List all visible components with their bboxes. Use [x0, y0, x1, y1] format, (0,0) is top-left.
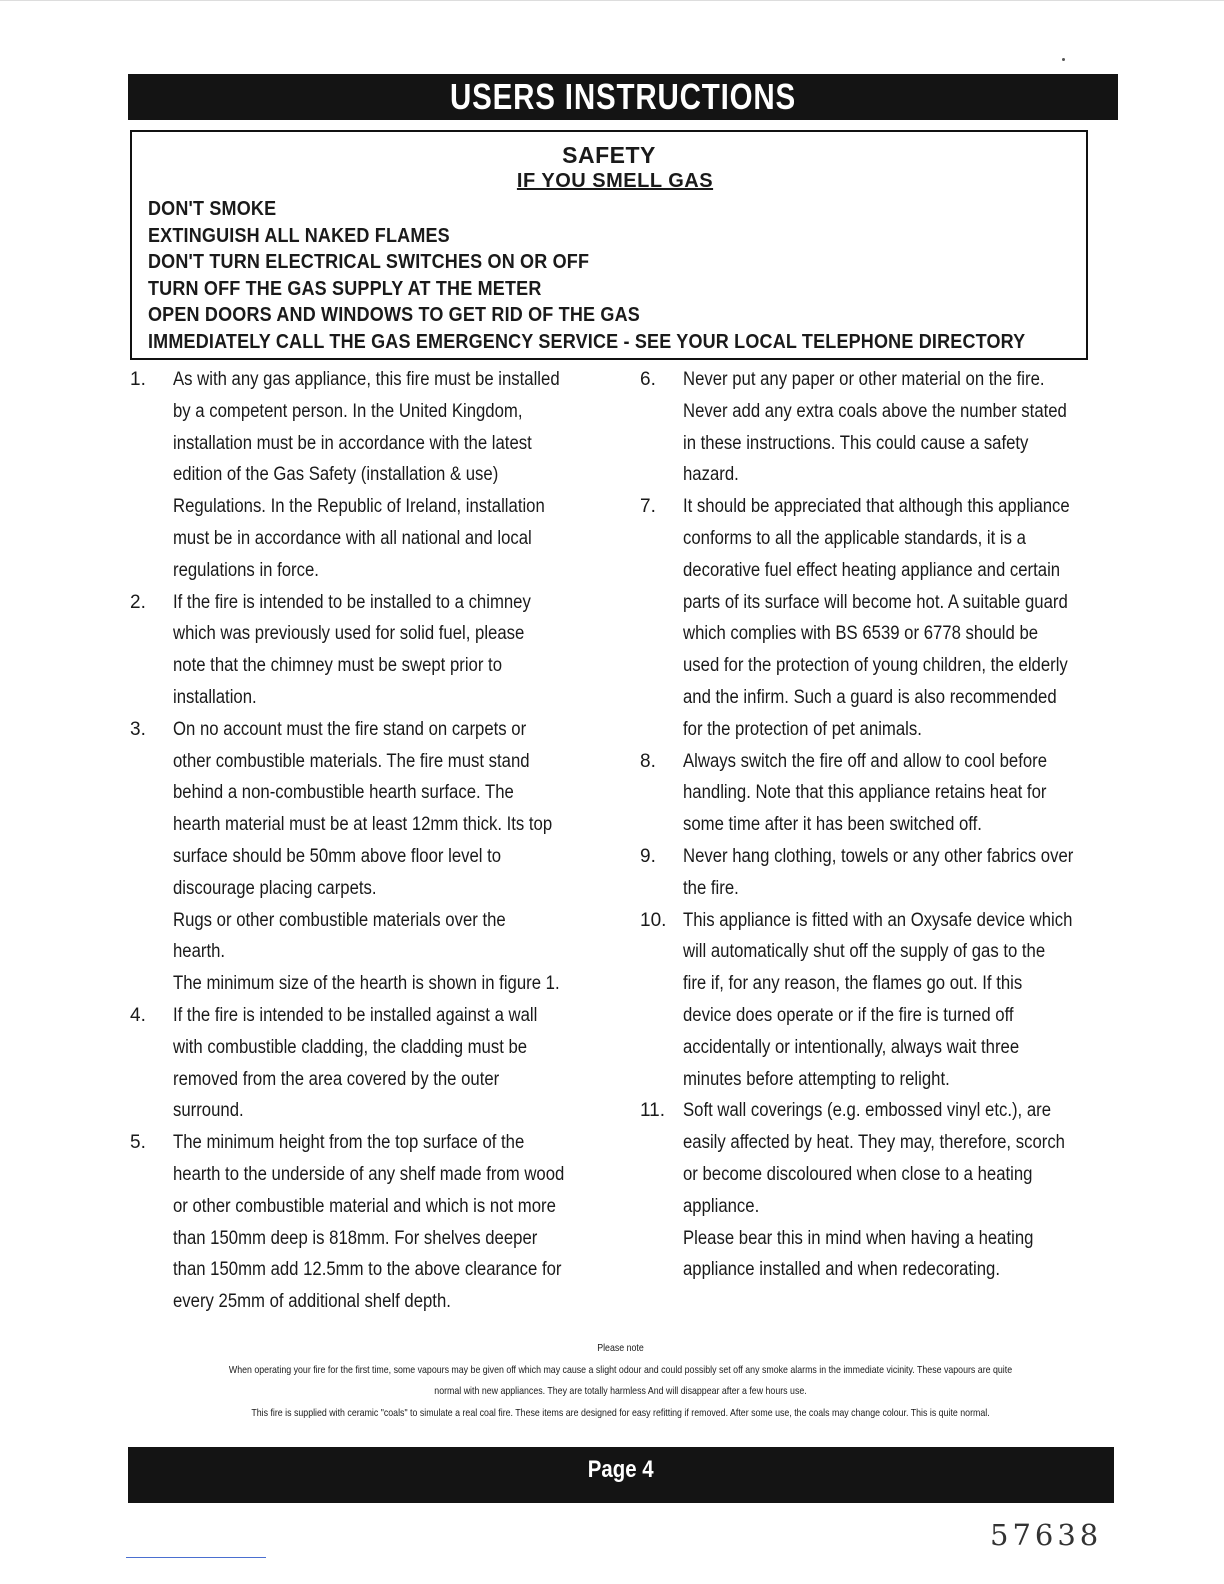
instruction-line: will automatically shut off the supply of gas to the: [683, 941, 1046, 963]
safety-line: DON'T SMOKE: [148, 198, 277, 220]
instruction-line: than 150mm add 12.5mm to the above clearance for: [173, 1259, 562, 1281]
instruction-item: [640, 491, 1120, 745]
instruction-line: behind a non-combustible hearth surface. The: [173, 782, 514, 804]
note-line: normal with new appliances. They are totally harmless And will disappear after a few hours use.: [434, 1385, 807, 1397]
instruction-line: hearth.: [173, 941, 226, 963]
right-column: [640, 364, 1120, 1286]
please-note: [118, 1338, 1123, 1424]
instruction-item: [640, 746, 1120, 841]
instruction-line: The minimum size of the hearth is shown in figure 1.: [173, 973, 560, 995]
safety-instructions: [148, 196, 1123, 355]
instruction-line: handling. Note that this appliance retains heat for: [683, 782, 1047, 804]
instruction-line: in these instructions. This could cause a safety: [683, 432, 1029, 454]
instruction-line: Never put any paper or other material on the fire.: [683, 369, 1045, 390]
safety-line: TURN OFF THE GAS SUPPLY AT THE METER: [148, 277, 542, 300]
instruction-line: edition of the Gas Safety (installation & use): [173, 464, 499, 486]
instruction-number: 11.: [640, 1100, 666, 1122]
instruction-line: removed from the area covered by the outer: [173, 1068, 500, 1090]
instruction-line: Please bear this in mind when having a heating: [683, 1227, 1034, 1249]
instruction-line: used for the protection of young children, the elderly: [683, 655, 1068, 677]
instruction-line: with combustible cladding, the cladding must be: [173, 1036, 528, 1058]
safety-line: EXTINGUISH ALL NAKED FLAMES: [148, 224, 450, 247]
instruction-line: The minimum height from the top surface of the: [173, 1132, 525, 1154]
instruction-number: 4.: [130, 1004, 146, 1026]
instruction-line: decorative fuel effect heating appliance and certain: [683, 559, 1061, 581]
instruction-line: must be in accordance with all national and local: [173, 527, 532, 549]
instruction-line: some time after it has been switched off.: [683, 814, 982, 836]
safety-line: OPEN DOORS AND WINDOWS TO GET RID OF THE GAS: [148, 304, 640, 326]
instruction-item: [130, 364, 610, 587]
page-footer-bar: [128, 1447, 1114, 1503]
instruction-text: [173, 1000, 610, 1127]
instruction-line: discourage placing carpets.: [173, 877, 377, 899]
instruction-text: [683, 841, 1127, 905]
instruction-line: On no account must the fire stand on carpets or: [173, 718, 527, 740]
instruction-number: 8.: [640, 750, 656, 772]
instruction-line: or become discoloured when close to a heating: [683, 1163, 1033, 1185]
instruction-line: accidentally or intentionally, always wait three: [683, 1036, 1020, 1058]
instruction-line: Rugs or other combustible materials over the: [173, 909, 506, 931]
document-number: 57638: [990, 1518, 1103, 1552]
instruction-line: parts of its surface will become hot. A suitable guard: [683, 591, 1068, 613]
bottom-rule: [126, 1557, 266, 1558]
instruction-number: 5.: [130, 1132, 146, 1154]
instruction-line: every 25mm of additional shelf depth.: [173, 1291, 451, 1313]
safety-line: DON'T TURN ELECTRICAL SWITCHES ON OR OFF: [148, 251, 590, 273]
instruction-item: [640, 364, 1120, 491]
left-column: [130, 364, 610, 1318]
instruction-line: minutes before attempting to relight.: [683, 1068, 950, 1090]
instruction-line: If the fire is intended to be installed against a wall: [173, 1004, 538, 1026]
instruction-number: 9.: [640, 845, 656, 867]
instruction-text: [173, 587, 610, 714]
safety-title: SAFETY: [562, 142, 656, 168]
instruction-text: [173, 364, 612, 587]
instruction-line: surface should be 50mm above floor level to: [173, 845, 502, 867]
instruction-item: [130, 1000, 610, 1127]
instruction-line: by a competent person. In the United Kingdom,: [173, 400, 523, 422]
instruction-line: which was previously used for solid fuel, please: [173, 623, 525, 645]
instruction-number: 7.: [640, 496, 656, 518]
page-number: Page 4: [588, 1456, 654, 1483]
instruction-item: [640, 905, 1120, 1096]
instruction-line: the fire.: [683, 877, 739, 899]
instruction-item: [130, 714, 610, 1000]
scan-edge: [0, 0, 1224, 1]
instruction-line: note that the chimney must be swept prior to: [173, 655, 502, 677]
instruction-item: [130, 1127, 610, 1318]
instruction-line: installation.: [173, 686, 257, 708]
instruction-line: hearth material must be at least 12mm thick. Its top: [173, 814, 553, 836]
instruction-item: [640, 1095, 1120, 1286]
instruction-text: [683, 364, 1120, 491]
instruction-line: fire if, for any reason, the flames go out. If this: [683, 973, 1023, 995]
note-title: Please note: [597, 1342, 644, 1354]
instruction-line: It should be appreciated that although this appliance: [683, 496, 1070, 518]
instruction-line: hazard.: [683, 464, 739, 486]
instruction-line: appliance installed and when redecorating.: [683, 1259, 1000, 1281]
instruction-line: Regulations. In the Republic of Ireland, installation: [173, 496, 545, 518]
instruction-item: [640, 841, 1120, 905]
instruction-line: or other combustible material and which is not more: [173, 1195, 556, 1217]
instruction-number: 3.: [130, 718, 146, 740]
instruction-line: surround.: [173, 1100, 244, 1122]
instruction-line: than 150mm deep is 818mm. For shelves deeper: [173, 1227, 538, 1249]
scan-speck: [1062, 58, 1065, 61]
instruction-line: Always switch the fire off and allow to cool before: [683, 750, 1048, 772]
instruction-line: installation must be in accordance with the latest: [173, 432, 532, 454]
instruction-item: [130, 587, 610, 714]
instruction-line: for the protection of pet animals.: [683, 718, 922, 740]
instruction-line: conforms to all the applicable standards, it is a: [683, 527, 1026, 549]
instruction-line: Never add any extra coals above the number stated: [683, 400, 1067, 422]
instruction-number: 2.: [130, 591, 146, 613]
safety-box: [130, 130, 1088, 360]
instruction-text: [683, 1095, 1120, 1286]
instruction-number: 1.: [130, 369, 146, 390]
instruction-line: other combustible materials. The fire must stand: [173, 750, 530, 772]
instruction-number: 6.: [640, 369, 656, 390]
instruction-text: [683, 746, 1120, 841]
page-title-bar: [128, 74, 1118, 120]
instruction-line: regulations in force.: [173, 559, 319, 581]
safety-subtitle-text: IF YOU SMELL GAS: [516, 170, 714, 192]
instruction-line: If the fire is intended to be installed to a chimney: [173, 591, 531, 613]
instruction-line: hearth to the underside of any shelf made from wood: [173, 1163, 565, 1185]
instruction-line: This appliance is fitted with an Oxysafe device which: [683, 909, 1073, 931]
instruction-number: 10.: [640, 909, 667, 931]
instruction-text: [173, 714, 612, 1000]
page-title: USERS INSTRUCTIONS: [449, 76, 797, 117]
safety-line: IMMEDIATELY CALL THE GAS EMERGENCY SERVICE - SEE YOUR LOCAL TELEPHONE DIRECTORY: [148, 330, 1026, 353]
instruction-line: easily affected by heat. They may, therefore, scorch: [683, 1132, 1065, 1154]
instruction-line: device does operate or if the fire is turned off: [683, 1004, 1014, 1026]
instruction-line: Never hang clothing, towels or any other fabrics over: [683, 845, 1074, 867]
safety-subtitle: [132, 170, 1086, 193]
instruction-text: [173, 1127, 618, 1318]
instruction-text: [683, 491, 1122, 745]
instruction-text: [683, 905, 1126, 1096]
instruction-line: Soft wall coverings (e.g. embossed vinyl etc.), are: [683, 1100, 1052, 1122]
instruction-line: which complies with BS 6539 or 6778 should be: [683, 623, 1039, 645]
instruction-line: As with any gas appliance, this fire must be installed: [173, 369, 560, 390]
instruction-line: appliance.: [683, 1195, 760, 1217]
note-line: When operating your fire for the first time, some vapours may be given off which may cause a slight odour and could possibly set off any smoke alarms in the immediate vicinity. These vapours are quite: [228, 1363, 1013, 1376]
instruction-line: and the infirm. Such a guard is also recommended: [683, 686, 1057, 708]
note-line: This fire is supplied with ceramic "coals" to simulate a real coal fire. These items are designed for easy refitting if removed. After some use, the coals may change colour. This is quite normal.: [251, 1406, 990, 1419]
